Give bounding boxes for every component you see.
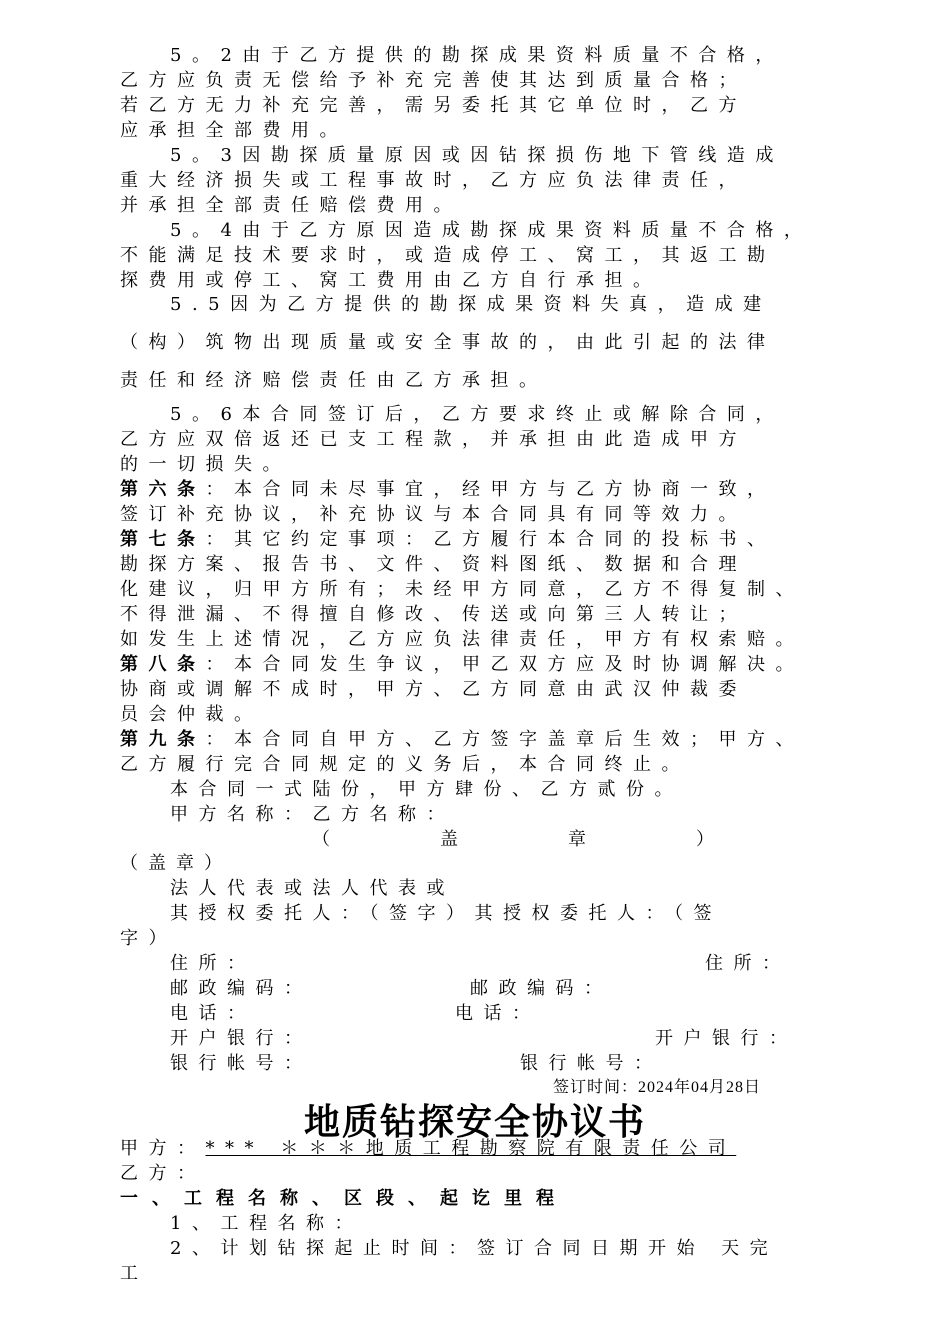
article-6 [120, 478, 880, 502]
text-line: 重大经济损失或工程事故时，乙方应负法律责任， [120, 170, 747, 191]
legal-rep-line: 法人代表或法人代表或 [170, 878, 455, 899]
text-line: 如发生上述情况，乙方应负法律责任，甲方有权索赔。 [120, 629, 804, 650]
party-a-line [120, 1137, 880, 1161]
seal-line: （盖章） [312, 829, 824, 850]
text-line: 签订补充协议，补充协议与本合同具有同等效力。 [120, 504, 747, 525]
party-a-name: *** ＊＊＊地质工程勘察院有限责任公司 [205, 1138, 737, 1159]
article-8 [120, 653, 880, 677]
article-7 [120, 528, 880, 552]
text-line: 乙方应双倍返还已支工程款，并承担由此造成甲方 [120, 429, 747, 450]
text-line: 若乙方无力补充完善，需另委托其它单位时，乙方 [120, 95, 747, 116]
section-heading: 一、工程名称、区段、起讫里程 [120, 1188, 568, 1209]
text-line: （构）筑物出现质量或安全事故的，由此引起的法律 [120, 332, 776, 353]
sign-date: 签订时间：2024年04月28日 [553, 1079, 762, 1096]
text-line: 5。3因勘探质量原因或因钻探损伤地下管线造成 [170, 145, 784, 166]
text-line: 员会仲裁。 [120, 704, 263, 725]
article-text: ：本合同未尽事宜，经甲方与乙方协商一致， [205, 479, 776, 500]
text-line: 本合同一式陆份，甲方肆份、乙方贰份。 [170, 779, 683, 800]
text-line: 应承担全部费用。 [120, 120, 348, 141]
text-line: 协商或调解不成时，甲方、乙方同意由武汉仲裁委 [120, 679, 747, 700]
phone-left: 电话： [170, 1003, 256, 1024]
account-left: 银行帐号： [170, 1053, 313, 1074]
phone-right: 电话： [455, 1003, 541, 1024]
text-line: 5。2由于乙方提供的勘探成果资料质量不合格， [170, 45, 784, 66]
postal-right: 邮政编码： [470, 978, 613, 999]
bank-left: 开户银行： [170, 1028, 313, 1049]
text-line: 乙方履行完合同规定的义务后，本合同终止。 [120, 754, 690, 775]
text-line: 5。4由于乙方原因造成勘探成果资料质量不合格， [170, 220, 813, 241]
party-a-label: 甲方： [120, 1138, 206, 1159]
article-text: ：本合同发生争议，甲乙双方应及时协调解决。 [205, 654, 804, 675]
text-line: 字） [120, 928, 177, 949]
schedule-line-cont: 工 [120, 1263, 149, 1284]
seal-line-left: （盖章） [120, 853, 232, 874]
bank-right: 开户银行： [655, 1028, 798, 1049]
text-line: 不能满足技术要求时，或造成停工、窝工，其返工勘 [120, 245, 776, 266]
text-line: 责任和经济赔偿责任由乙方承担。 [120, 370, 548, 391]
article-label: 第七条 [120, 529, 206, 550]
party-b-line: 乙方： [120, 1163, 206, 1184]
text-line: 不得泄漏、不得擅自修改、传送或向第三人转让； [120, 604, 747, 625]
article-9 [120, 728, 880, 752]
article-label: 第六条 [120, 479, 206, 500]
postal-left: 邮政编码： [170, 978, 313, 999]
text-line: 乙方应负责无偿给予补充完善使其达到质量合格； [120, 70, 747, 91]
article-label: 第八条 [120, 654, 206, 675]
address-right: 住所： [705, 953, 791, 974]
address-left: 住所： [170, 953, 256, 974]
article-label: 第九条 [120, 729, 206, 750]
text-line: 化建议，归甲方所有；未经甲方同意，乙方不得复制、 [120, 579, 804, 600]
text-line: 探费用或停工、窝工费用由乙方自行承担。 [120, 270, 662, 291]
account-right: 银行帐号： [520, 1053, 663, 1074]
authorized-line: 其授权委托人：（签字）其授权委托人：（签 [170, 903, 722, 924]
text-line: 5。6本合同签订后，乙方要求终止或解除合同， [170, 404, 784, 425]
schedule-line: 2、计划钻探起止时间：签订合同日期开始 天完 [170, 1238, 779, 1259]
agreement-title: 地质钻探安全协议书 [303, 1102, 646, 1143]
project-name-line: 1、工程名称： [170, 1213, 363, 1234]
party-names-line: 甲方名称：乙方名称： [170, 804, 455, 825]
text-line: 的一切损失。 [120, 454, 291, 475]
article-text: ：本合同自甲方、乙方签字盖章后生效；甲方、 [205, 729, 804, 750]
text-line: 5.5因为乙方提供的勘探成果资料失真，造成建 [170, 294, 772, 315]
text-line: 勘探方案、报告书、文件、资料图纸、数据和合理 [120, 554, 747, 575]
article-text: ：其它约定事项：乙方履行本合同的投标书、 [205, 529, 776, 550]
text-line: 并承担全部责任赔偿费用。 [120, 195, 462, 216]
